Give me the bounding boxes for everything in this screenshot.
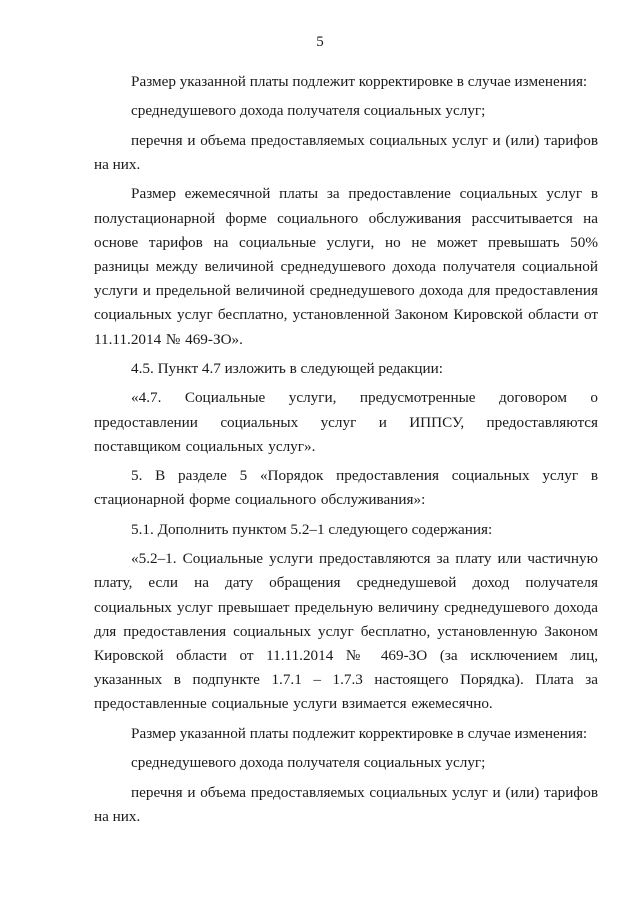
paragraph-services-list-change: перечня и объема предоставляемых социальных услуг и (или) тарифов на них. [94, 131, 598, 173]
paragraph-monthly-fee: Размер ежемесячной платы за предоставление социальных услуг в полустационарной форме социального обслуживания рассчитывается на основе тарифов на социальные услуги, но не может превышать 50% разницы между величиной среднедушевого дохода получателя социальной услуги и предельной величиной среднедушевого дохода для предоставления социальных услуг бесплатно, установленной Законом Кировской области от 11.11.2014 № 469-ЗО». [94, 185, 598, 348]
paragraph-income-change: среднедушевого дохода получателя социальных услуг; [131, 102, 486, 120]
document-body [94, 70, 598, 834]
paragraph-item-5-1: 5.1. Дополнить пунктом 5.2–1 следующего содержания: [131, 520, 493, 538]
paragraph-income-change-2: среднедушевого дохода получателя социальных услуг; [131, 754, 486, 772]
page-number: 5 [316, 34, 324, 50]
paragraph-item-4-7: «4.7. Социальные услуги, предусмотренные договором о предоставлении социальных услуг и ИППСУ, предоставляются поставщиком социальных услуг». [94, 389, 598, 455]
paragraph-fee-adjustment-intro: Размер указанной платы подлежит корректировке в случае изменения: [131, 73, 588, 90]
paragraph-services-list-change-2: перечня и объема предоставляемых социальных услуг и (или) тарифов на них. [94, 783, 598, 825]
paragraph-item-5-2-1: «5.2–1. Социальные услуги предоставляются за плату или частичную плату, если на дату обращения среднедушевой доход получателя социальных услуг превышает предельную величину среднедушевого дохода для предоставления социальных услуг бесплатно, установленную Законом Кировской области от 11.11.2014 № 469-ЗО (за исключением лиц, указанных в подпункте 1.7.1 – 1.7.3 настоящего Порядка). Плата за предоставленные социальные услуги взимается ежемесячно. [94, 550, 598, 713]
paragraph-fee-adjustment-intro-2: Размер указанной платы подлежит корректировке в случае изменения: [131, 724, 588, 742]
paragraph-section-5: 5. В разделе 5 «Порядок предоставления социальных услуг в стационарной форме социального обслуживания»: [94, 467, 598, 509]
paragraph-item-4-5: 4.5. Пункт 4.7 изложить в следующей редакции: [131, 359, 444, 377]
